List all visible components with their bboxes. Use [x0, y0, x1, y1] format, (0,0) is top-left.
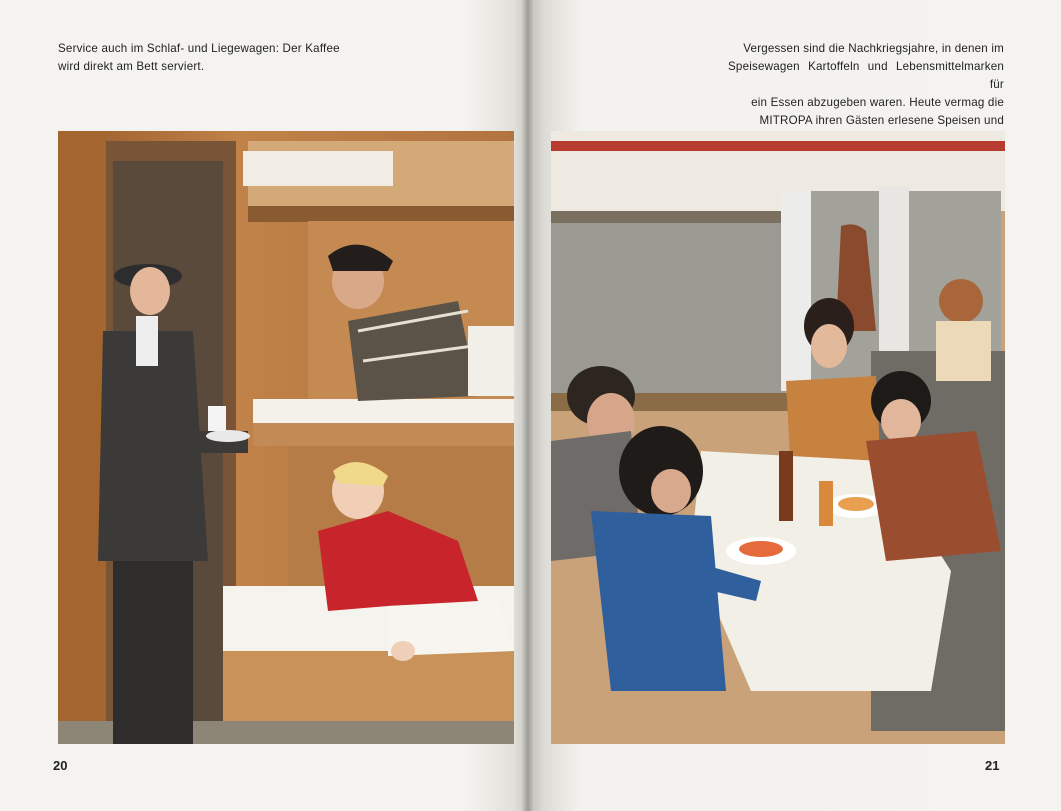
right-page: [528, 0, 1061, 811]
left-caption-line: Service auch im Schlaf- und Liegewagen: Der Kaffee: [58, 42, 340, 55]
left-page: [0, 0, 528, 811]
right-caption-line: ein Essen abzugeben waren. Heute vermag die: [751, 96, 1004, 109]
book-gutter: [521, 0, 535, 811]
left-caption-line: wird direkt am Bett serviert.: [58, 60, 205, 73]
left-caption: [58, 40, 358, 76]
right-caption-line: Speisewagen Kartoffeln und Lebensmittelmarken für: [728, 60, 1004, 91]
page-number: 20: [53, 758, 68, 773]
page-number: 21: [985, 758, 1000, 773]
right-caption-line: Vergessen sind die Nachkriegsjahre, in denen im: [743, 42, 1004, 55]
dining-car-photo: [551, 131, 1005, 744]
sleeper-car-photo: [58, 131, 514, 744]
right-caption-line: MITROPA ihren Gästen erlesene Speisen und: [759, 114, 1004, 127]
